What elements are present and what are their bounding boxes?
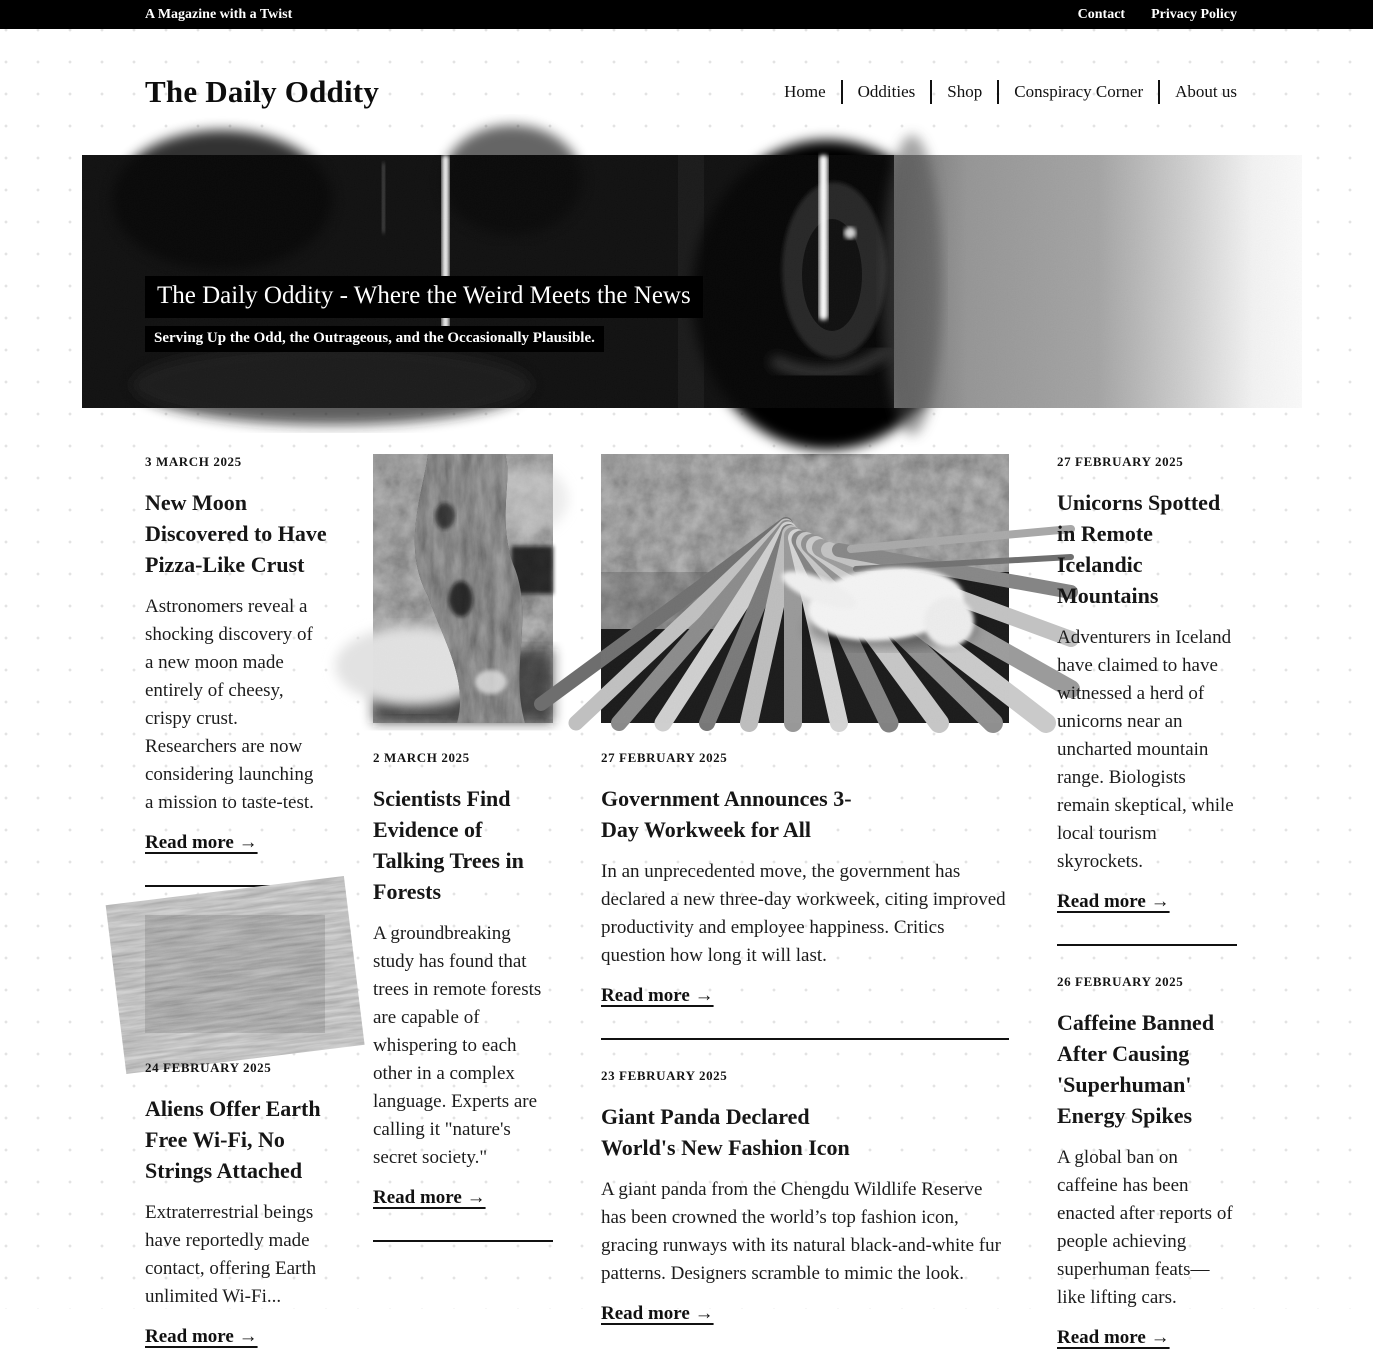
- article-new-moon: [145, 454, 325, 854]
- article-divider: [373, 1240, 553, 1242]
- article-title[interactable]: Government Announces 3-Day Workweek for All: [601, 786, 852, 842]
- article-excerpt: Astronomers reveal a shocking discovery of a new moon made entirely of cheesy, crispy crust. Researchers are now considering launching a mission to taste-test.: [145, 596, 314, 813]
- nav-item-about-us[interactable]: About us: [1158, 80, 1237, 104]
- article-panda: [601, 1068, 1009, 1325]
- article-title[interactable]: Caffeine Banned After Causing 'Superhuman' Energy Spikes: [1057, 1010, 1215, 1128]
- column-2: [373, 454, 553, 1270]
- read-more-link[interactable]: Read more →: [601, 1303, 714, 1324]
- article-excerpt: A giant panda from the Chengdu Wildlife Reserve has been crowned the world’s top fashion icon, gracing runways with its natural black-and-white fur patterns. Designers scramble to mimic the look.: [601, 1179, 1001, 1284]
- article-talking-trees: [373, 454, 553, 1209]
- read-more-link[interactable]: Read more →: [145, 832, 258, 853]
- article-date: 23 FEBRUARY 2025: [601, 1068, 728, 1083]
- article-date: 27 FEBRUARY 2025: [1057, 454, 1184, 469]
- privacy-policy-link[interactable]: Privacy Policy: [1151, 6, 1237, 22]
- site-logo[interactable]: The Daily Oddity: [145, 74, 380, 109]
- article-excerpt: Extraterrestrial beings have reportedly made contact, offering Earth unlimited Wi-Fi...: [145, 1202, 317, 1307]
- read-more-link[interactable]: Read more →: [1057, 1327, 1170, 1348]
- article-excerpt: A groundbreaking study has found that trees in remote forests are capable of whispering to each other in a complex language. Experts are calling it "nature's secret society.": [373, 923, 542, 1168]
- article-title[interactable]: Giant Panda Declared World's New Fashion Icon: [601, 1104, 850, 1160]
- contact-link[interactable]: Contact: [1077, 6, 1126, 22]
- article-unicorns: [1057, 454, 1237, 913]
- article-date: 27 FEBRUARY 2025: [601, 750, 728, 765]
- site-tagline: A Magazine with a Twist: [145, 6, 293, 22]
- topbar: [0, 0, 1373, 29]
- article-title[interactable]: Aliens Offer Earth Free Wi-Fi, No Strings Attached: [145, 1096, 321, 1183]
- tree-trunk-photo[interactable]: [373, 454, 553, 723]
- nav-item-oddities[interactable]: Oddities: [841, 80, 931, 104]
- read-more-link[interactable]: Read more →: [373, 1187, 486, 1208]
- article-date: 24 FEBRUARY 2025: [145, 1060, 272, 1075]
- column-4: [1057, 454, 1237, 1349]
- read-more-link[interactable]: Read more →: [1057, 891, 1170, 912]
- main-nav: [769, 80, 1237, 104]
- article-divider: [601, 1038, 1009, 1040]
- read-more-link[interactable]: Read more →: [145, 1326, 258, 1347]
- hero-banner: [82, 155, 1302, 408]
- article-date: 26 FEBRUARY 2025: [1057, 974, 1184, 989]
- article-excerpt: In an unprecedented move, the government has declared a new three-day workweek, citing improved productivity and employee happiness. Critics question how long it will last.: [601, 861, 1006, 966]
- hero-caption: [145, 276, 703, 352]
- hero-subtitle: Serving Up the Odd, the Outrageous, and the Occasionally Plausible.: [145, 326, 604, 353]
- article-excerpt: Adventurers in Iceland have claimed to have witnessed a herd of unicorns near an uncharted mountain range. Biologists remain skeptical, while local tourism skyrockets.: [1057, 627, 1234, 872]
- column-3: [601, 454, 1009, 1325]
- nav-item-conspiracy-corner[interactable]: Conspiracy Corner: [997, 80, 1158, 104]
- article-aliens-wifi: [145, 915, 325, 1348]
- article-title[interactable]: New Moon Discovered to Have Pizza-Like Crust: [145, 490, 327, 577]
- hero-title: The Daily Oddity - Where the Weird Meets the News: [145, 276, 703, 318]
- fur-texture-photo[interactable]: [145, 915, 325, 1033]
- article-date: 3 MARCH 2025: [145, 454, 242, 469]
- article-excerpt: A global ban on caffeine has been enacted after reports of people achieving superhuman feats—like lifting cars.: [1057, 1147, 1233, 1308]
- article-divider: [1057, 944, 1237, 946]
- read-more-link[interactable]: Read more →: [601, 985, 714, 1006]
- column-1: [145, 454, 325, 1348]
- article-title[interactable]: Scientists Find Evidence of Talking Trees in Forests: [373, 786, 524, 904]
- article-caffeine: [1057, 974, 1237, 1349]
- article-workweek: [601, 454, 1009, 1007]
- nav-item-home[interactable]: Home: [784, 82, 826, 101]
- article-date: 2 MARCH 2025: [373, 750, 470, 765]
- cat-on-bamboo-photo[interactable]: [601, 454, 1009, 723]
- nav-item-shop[interactable]: Shop: [930, 80, 997, 104]
- topbar-links: [1078, 7, 1237, 23]
- article-title[interactable]: Unicorns Spotted in Remote Icelandic Mountains: [1057, 490, 1221, 608]
- article-grid: [145, 408, 1373, 1349]
